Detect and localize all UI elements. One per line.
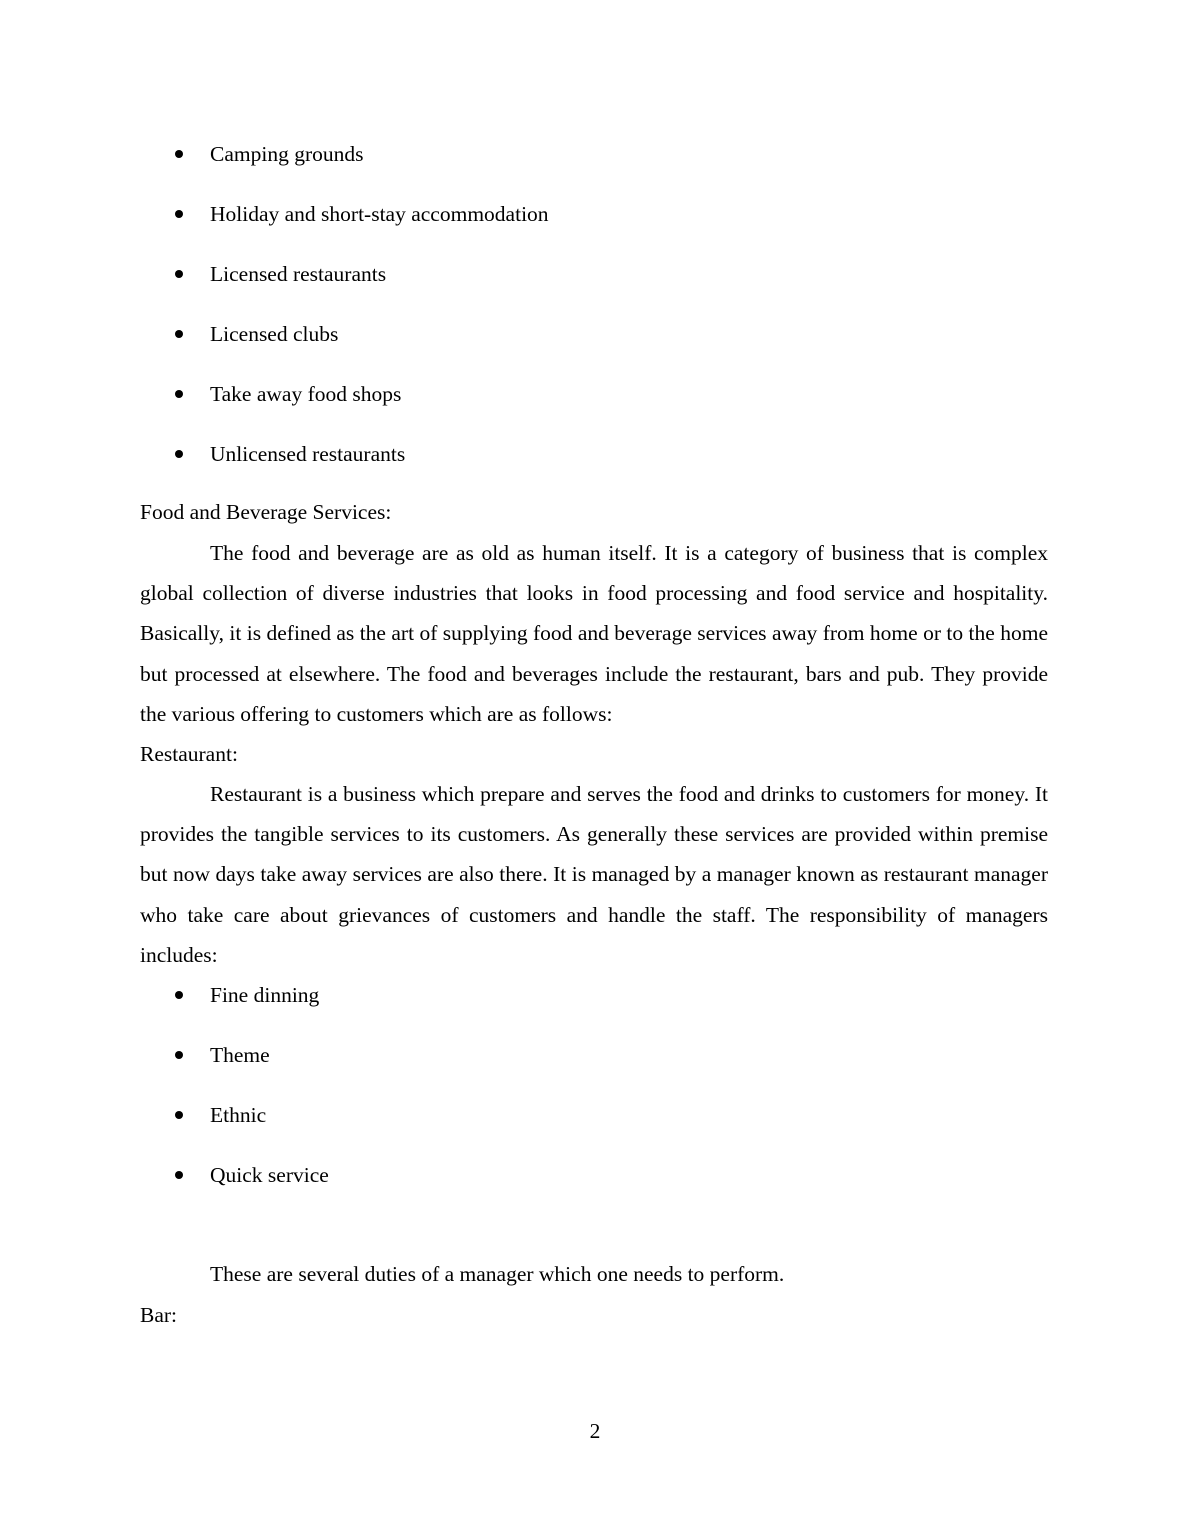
list-item — [0, 261, 1190, 321]
bullet-icon — [175, 450, 183, 458]
list-item — [0, 381, 1190, 441]
list-item — [0, 321, 1190, 381]
list-item-text: Ethnic — [210, 1103, 267, 1127]
list-item — [0, 1102, 1190, 1162]
list-item — [0, 141, 1190, 201]
food-beverage-heading: Food and Beverage Services: — [140, 500, 392, 524]
list-item — [0, 441, 1190, 501]
bullet-icon — [175, 270, 183, 278]
bullet-icon — [175, 991, 183, 999]
list-item — [0, 201, 1190, 261]
bullet-icon — [175, 390, 183, 398]
list-item — [0, 1042, 1190, 1102]
list-item-text: Camping grounds — [210, 142, 364, 166]
list-item-text: Licensed clubs — [210, 322, 339, 346]
list-item-text: Take away food shops — [210, 382, 402, 406]
list-item-text: Quick service — [210, 1163, 329, 1187]
restaurant-type-bullet-list — [0, 982, 1190, 1222]
list-item-text: Fine dinning — [210, 983, 320, 1007]
bullet-icon — [175, 1111, 183, 1119]
food-beverage-paragraph: The food and beverage are as old as human itself. It is a category of business that is complex global collection of diverse industries that looks in food processing and food service and hospitality. Basically, it is defined as the art of supplying food and beverage services away from home or to the home but processed at elsewhere. The food and beverages include the restaurant, bars and pub. They provide the various offering to customers which are as follows: — [140, 541, 1048, 726]
restaurant-heading: Restaurant: — [140, 742, 238, 766]
list-item-text: Theme — [210, 1043, 270, 1067]
bullet-icon — [175, 1171, 183, 1179]
list-item-text: Licensed restaurants — [210, 262, 387, 286]
bullet-icon — [175, 210, 183, 218]
list-item-text: Holiday and short-stay accommodation — [210, 202, 549, 226]
list-item — [0, 982, 1190, 1042]
page-number: 2 — [589, 1419, 601, 1443]
list-item — [0, 1162, 1190, 1222]
bar-heading: Bar: — [140, 1303, 178, 1327]
bullet-icon — [175, 330, 183, 338]
bullet-icon — [175, 1051, 183, 1059]
bullet-icon — [175, 150, 183, 158]
list-item-text: Unlicensed restaurants — [210, 442, 406, 466]
restaurant-paragraph: Restaurant is a business which prepare and serves the food and drinks to customers for money. It provides the tangible services to its customers. As generally these services are provided within premise but now days take away services are also there. It is managed by a manager known as restaurant manager who take care about grievances of customers and handle the staff. The responsibility of managers includes: — [140, 782, 1048, 967]
duties-sentence: These are several duties of a manager which one needs to perform. — [210, 1262, 785, 1286]
accommodation-bullet-list — [0, 141, 1190, 501]
